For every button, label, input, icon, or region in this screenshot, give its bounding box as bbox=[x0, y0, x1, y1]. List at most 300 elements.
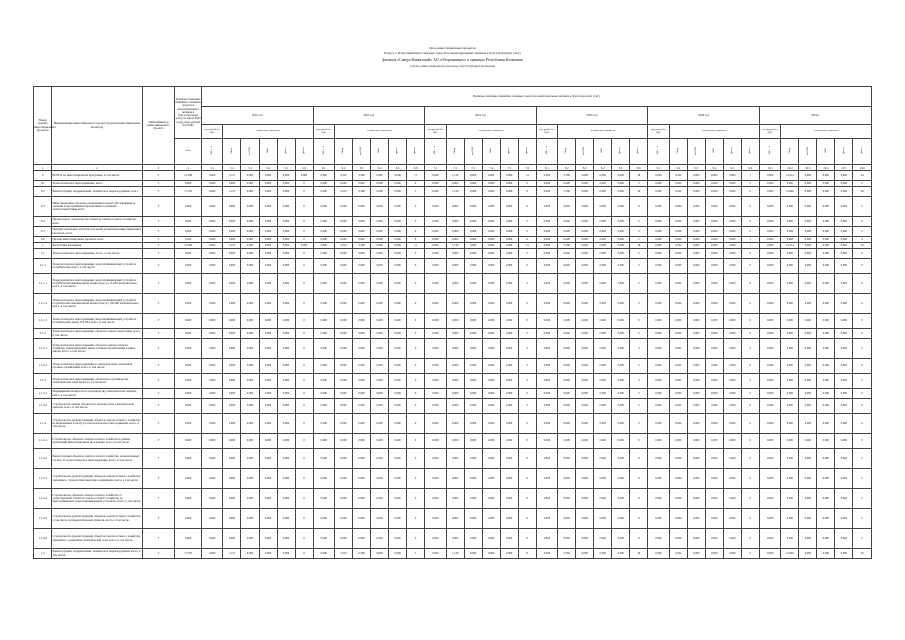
row-value: 0,000 bbox=[389, 294, 407, 314]
row-value: 0,000 bbox=[313, 259, 335, 274]
row-value: 0,000 bbox=[241, 243, 259, 249]
row-value: 0,000 bbox=[536, 339, 558, 359]
row-value: 0,000 bbox=[759, 389, 781, 399]
row-value: 0,000 bbox=[536, 414, 558, 434]
row-value: 0 bbox=[630, 329, 648, 339]
row-value: 0,000 bbox=[425, 181, 447, 187]
row-value: 0,000 bbox=[705, 259, 723, 274]
row-value: 0,000 bbox=[500, 489, 518, 509]
row-value: 0,000 bbox=[446, 259, 464, 274]
row-value: 0,000 bbox=[669, 314, 687, 329]
row-value: 0,000 bbox=[313, 434, 335, 449]
row-value: 0,000 bbox=[759, 449, 781, 469]
row-name: Технологическое присоединение к электрическим сетям иных сетевых организаций, всего, в том числе: bbox=[52, 359, 142, 374]
row-value: 0,000 bbox=[687, 359, 705, 374]
row-value: 0,000 bbox=[781, 329, 799, 339]
row-value: 0,000 bbox=[536, 249, 558, 259]
row-id: Г bbox=[142, 181, 175, 187]
row-value: 0,000 bbox=[277, 339, 295, 359]
row-value: 0,000 bbox=[536, 529, 558, 549]
row-value: 0,000 bbox=[259, 469, 277, 489]
row-name: Прочее новое строительство объектов электросетевого хозяйства, всего bbox=[52, 217, 142, 227]
row-value: 0,000 bbox=[835, 374, 853, 389]
row-value: 1,120 bbox=[446, 171, 464, 181]
row-value: 0,000 bbox=[389, 243, 407, 249]
row-value: 0,000 bbox=[705, 414, 723, 434]
row-value: 0,000 bbox=[781, 374, 799, 389]
row-value: 0,000 bbox=[687, 249, 705, 259]
head-unit-col bbox=[781, 139, 799, 165]
row-value: 0,000 bbox=[371, 187, 389, 197]
row-value: 0,000 bbox=[612, 217, 630, 227]
row-name: Строительство (реконструкция) объектов электросетевого хозяйства, в том числе распределительных пунктов, всего, в том числе: bbox=[52, 509, 142, 529]
row-value: 0,000 bbox=[817, 529, 835, 549]
row-value: 0,000 bbox=[576, 434, 594, 449]
row-code: 0.5 bbox=[34, 227, 52, 237]
row-value: 0,000 bbox=[353, 359, 371, 374]
row-value: 0,000 bbox=[277, 243, 295, 249]
row-code: 1.1.2 bbox=[34, 329, 52, 339]
row-value: 0,000 bbox=[799, 227, 817, 237]
head-unit-label: Мвар bbox=[675, 147, 679, 154]
row-value: 0 bbox=[630, 227, 648, 237]
row-value: 0,000 bbox=[687, 171, 705, 181]
row-value: 0,000 bbox=[612, 359, 630, 374]
row-value: 0,000 bbox=[335, 529, 353, 549]
row-value: 0,000 bbox=[781, 449, 799, 469]
row-value: 0,000 bbox=[259, 339, 277, 359]
column-number: 6.2 bbox=[335, 165, 353, 171]
row-value: 0,000 bbox=[576, 243, 594, 249]
row-value: 0,000 bbox=[277, 359, 295, 374]
row-value: 0,000 bbox=[669, 329, 687, 339]
row-value: 0,000 bbox=[425, 274, 447, 294]
row-value: 0 bbox=[295, 217, 313, 227]
row-value: 1 bbox=[741, 237, 759, 243]
row-value: 0 bbox=[295, 359, 313, 374]
row-value: 0 bbox=[853, 294, 872, 314]
row-value: 0,000 bbox=[648, 399, 670, 414]
row-value: 0,000 bbox=[705, 197, 723, 217]
row-value: 0,000 bbox=[277, 274, 295, 294]
row-value: 0,000 bbox=[536, 187, 558, 197]
row-value: 0,000 bbox=[353, 434, 371, 449]
row-value: 0,000 bbox=[277, 227, 295, 237]
row-value: 0,000 bbox=[353, 181, 371, 187]
head-unit-col bbox=[464, 139, 482, 165]
row-value: 0 bbox=[518, 217, 536, 227]
row-value: 0,000 bbox=[259, 249, 277, 259]
row-value: 0,000 bbox=[223, 314, 241, 329]
head-unit-label: другое bbox=[636, 147, 640, 155]
row-value: 0 bbox=[853, 389, 872, 399]
row-value: 0,000 bbox=[277, 294, 295, 314]
row-id: Г bbox=[142, 197, 175, 217]
row-value: 0,000 bbox=[464, 399, 482, 414]
row-value: 0,000 bbox=[817, 181, 835, 187]
row-value: 0,000 bbox=[389, 509, 407, 529]
row-value: 0,000 bbox=[576, 171, 594, 181]
row-value: 0,000 bbox=[259, 187, 277, 197]
row-value: 0,000 bbox=[558, 197, 576, 217]
column-number: 3 bbox=[142, 165, 175, 171]
row-value: 0,000 bbox=[223, 414, 241, 434]
table-row bbox=[34, 329, 872, 339]
row-value: 0,000 bbox=[705, 171, 723, 181]
table-row bbox=[34, 414, 872, 434]
row-name: Технологическое присоединение объектов по производству электрической энергии всего, в том числе: bbox=[52, 374, 142, 389]
row-value: 0,000 bbox=[835, 243, 853, 249]
row-value: 0,000 bbox=[425, 314, 447, 329]
head-unit-label: МВт bbox=[823, 148, 827, 154]
row-value: 0,000 bbox=[241, 249, 259, 259]
row-value: 0,000 bbox=[835, 259, 853, 274]
row-value: 0 bbox=[741, 529, 759, 549]
row-value: 0,000 bbox=[536, 259, 558, 274]
row-value: 0,000 bbox=[500, 434, 518, 449]
row-value: 0 bbox=[518, 294, 536, 314]
head-unit-label: Мвар bbox=[787, 147, 791, 154]
row-value: 0,000 bbox=[500, 469, 518, 489]
row-value: 0,000 bbox=[223, 274, 241, 294]
row-value: 0,000 bbox=[576, 489, 594, 509]
row-value: 0,000 bbox=[612, 529, 630, 549]
row-value: 0,000 bbox=[799, 171, 817, 181]
head-group-number: Номер группы инвестиционных проектов bbox=[34, 87, 52, 165]
row-value: 0,000 bbox=[687, 181, 705, 187]
row-value: 0,000 bbox=[464, 434, 482, 449]
row-value: 0,000 bbox=[835, 359, 853, 374]
row-value: 0,000 bbox=[558, 329, 576, 339]
row-value: 0,000 bbox=[259, 414, 277, 434]
row-value: 0,000 bbox=[781, 197, 799, 217]
row-value: 0,000 bbox=[835, 294, 853, 314]
row-value: 0,000 bbox=[500, 529, 518, 549]
column-number: 6.1 bbox=[313, 165, 335, 171]
row-value: 0,868 bbox=[781, 237, 799, 243]
row-value: 0,000 bbox=[536, 294, 558, 314]
row-value: 0,000 bbox=[817, 339, 835, 359]
row-value: 3 bbox=[407, 549, 425, 559]
row-value: 4,322 bbox=[669, 187, 687, 197]
row-value: 0,000 bbox=[648, 314, 670, 329]
row-value: 0,000 bbox=[612, 489, 630, 509]
row-value: 0,000 bbox=[335, 314, 353, 329]
row-value: 0,000 bbox=[241, 197, 259, 217]
row-value: 0,000 bbox=[259, 171, 277, 181]
row-value: 0,000 bbox=[576, 469, 594, 489]
row-value: 0 bbox=[630, 181, 648, 187]
row-value: 0,000 bbox=[371, 329, 389, 339]
row-value: 0 bbox=[853, 359, 872, 374]
row-value: 0,000 bbox=[223, 434, 241, 449]
row-value: 0,000 bbox=[389, 549, 407, 559]
row-value: 0,000 bbox=[558, 259, 576, 274]
row-value: 0,000 bbox=[781, 217, 799, 227]
row-value: 0,000 bbox=[799, 359, 817, 374]
row-value: 0 bbox=[518, 181, 536, 187]
row-value: 0,000 bbox=[241, 374, 259, 389]
row-value: 0,000 bbox=[313, 329, 335, 339]
row-value: 0,000 bbox=[576, 359, 594, 374]
column-number: 8.1 bbox=[536, 165, 558, 171]
row-value: 0,000 bbox=[576, 187, 594, 197]
row-value: 0,000 bbox=[669, 399, 687, 414]
row-value: 0,000 bbox=[723, 389, 741, 399]
row-value: 16 bbox=[630, 187, 648, 197]
row-value: 0 bbox=[407, 434, 425, 449]
row-value: 0,000 bbox=[817, 414, 835, 434]
row-value: 0,000 bbox=[536, 489, 558, 509]
row-value: 0,000 bbox=[594, 329, 612, 339]
row-id: Г bbox=[142, 399, 175, 414]
row-id: Г bbox=[142, 249, 175, 259]
row-value: 0,000 bbox=[259, 243, 277, 249]
row-value: 0,000 bbox=[425, 339, 447, 359]
row-value: 0,000 bbox=[500, 549, 518, 559]
row-value: 0,000 bbox=[835, 237, 853, 243]
head-year: 2023 год bbox=[313, 107, 425, 125]
row-name: Технологическое присоединение, всего, в том числе: bbox=[52, 249, 142, 259]
row-value: 0,000 bbox=[594, 414, 612, 434]
row-value: 0,000 bbox=[500, 243, 518, 249]
row-value: 0,000 bbox=[536, 197, 558, 217]
table-row bbox=[34, 227, 872, 237]
row-value: 0,000 bbox=[500, 449, 518, 469]
row-id: Г bbox=[142, 449, 175, 469]
row-value: 0,000 bbox=[353, 314, 371, 329]
row-value: 0,000 bbox=[799, 469, 817, 489]
row-value: 0,000 bbox=[648, 489, 670, 509]
row-value: 0,000 bbox=[817, 187, 835, 197]
row-value: 0,000 bbox=[799, 389, 817, 399]
row-value: 0,000 bbox=[687, 187, 705, 197]
column-number: 9.3 bbox=[687, 165, 705, 171]
row-value: 0,000 bbox=[389, 227, 407, 237]
row-value: 0,000 bbox=[241, 294, 259, 314]
row-value: 0,000 bbox=[705, 243, 723, 249]
row-value: 8 bbox=[407, 237, 425, 243]
head-unit-col bbox=[277, 139, 295, 165]
row-value: 0,000 bbox=[759, 181, 781, 187]
row-value: 0,000 bbox=[835, 197, 853, 217]
row-value: 0,000 bbox=[817, 237, 835, 243]
row-value: 0,000 bbox=[313, 274, 335, 294]
row-value: 0,000 bbox=[500, 259, 518, 274]
doc-heading-line2: Раздел 1. План принятия основных средств и нематериальных активов к бухгалтерскому учету bbox=[383, 51, 522, 55]
head-subgroup-tech: технические показатели bbox=[335, 125, 425, 139]
column-number: 5.6 bbox=[295, 165, 313, 171]
row-value: 0,000 bbox=[371, 489, 389, 509]
row-value: 4,323 bbox=[335, 187, 353, 197]
row-value: 0,000 bbox=[241, 339, 259, 359]
row-value: 0,000 bbox=[464, 469, 482, 489]
row-value: 0,000 bbox=[277, 259, 295, 274]
column-number: 5.4 bbox=[259, 165, 277, 171]
row-total: 0,000 bbox=[175, 181, 202, 187]
doc-heading-line3: филиала «Северо-Кавказский» АО «Оборонэнерго» в границах Республики Калмыкия bbox=[382, 58, 523, 62]
row-value: 0,000 bbox=[817, 243, 835, 249]
row-value: 0 bbox=[407, 339, 425, 359]
row-value: 0,000 bbox=[335, 237, 353, 243]
row-value: 0 bbox=[853, 197, 872, 217]
table-row bbox=[34, 259, 872, 274]
row-value: 0 bbox=[741, 449, 759, 469]
row-value: 0,000 bbox=[612, 274, 630, 294]
row-value: 0,000 bbox=[313, 389, 335, 399]
row-total: 0,000 bbox=[175, 249, 202, 259]
row-value: 0 bbox=[853, 399, 872, 414]
row-value: 0,000 bbox=[669, 339, 687, 359]
head-unit-col bbox=[576, 139, 594, 165]
row-value: 0,000 bbox=[799, 399, 817, 414]
row-value: 0,000 bbox=[223, 509, 241, 529]
row-value: 0,000 bbox=[223, 489, 241, 509]
row-value: 0,000 bbox=[259, 237, 277, 243]
table-row bbox=[34, 469, 872, 489]
row-value: 0,000 bbox=[817, 509, 835, 529]
head-subgroup-tech: технические показатели bbox=[558, 125, 648, 139]
row-id: Г bbox=[142, 414, 175, 434]
row-value: 0,000 bbox=[576, 294, 594, 314]
row-value: 0,000 bbox=[425, 187, 447, 197]
row-value: 0,000 bbox=[576, 181, 594, 187]
row-value: 0,000 bbox=[241, 329, 259, 339]
row-value: 0 bbox=[518, 339, 536, 359]
head-unit-label: другое bbox=[748, 147, 752, 155]
row-value: 0,000 bbox=[687, 399, 705, 414]
row-value: 0,000 bbox=[259, 449, 277, 469]
row-value: 0,000 bbox=[817, 549, 835, 559]
row-value: 0,000 bbox=[723, 274, 741, 294]
row-id: Г bbox=[142, 259, 175, 274]
row-value: 0 bbox=[407, 249, 425, 259]
table-row bbox=[34, 449, 872, 469]
row-value: 0,000 bbox=[335, 227, 353, 237]
row-value: 0,368 bbox=[353, 187, 371, 197]
row-value: 0,000 bbox=[705, 489, 723, 509]
row-value: 0,000 bbox=[446, 181, 464, 187]
row-value: 0,000 bbox=[759, 359, 781, 374]
row-value: 0,000 bbox=[241, 549, 259, 559]
row-value: 0,000 bbox=[335, 274, 353, 294]
row-value: 0,000 bbox=[223, 374, 241, 389]
row-value: 0,000 bbox=[353, 339, 371, 359]
row-value: 0,000 bbox=[353, 449, 371, 469]
row-value: 0,000 bbox=[594, 259, 612, 274]
row-value: 0,000 bbox=[781, 249, 799, 259]
table-row bbox=[34, 274, 872, 294]
row-value: 0,000 bbox=[558, 414, 576, 434]
row-value: 0,000 bbox=[446, 237, 464, 243]
head-unit-label: км ЛЭП bbox=[805, 146, 809, 155]
row-value: 0,000 bbox=[425, 237, 447, 243]
row-value: 0,000 bbox=[241, 259, 259, 274]
row-value: 0 bbox=[295, 509, 313, 529]
row-value: 0 bbox=[630, 414, 648, 434]
row-value: 0,000 bbox=[223, 197, 241, 217]
row-value: 0,000 bbox=[482, 449, 500, 469]
row-value: 0,000 bbox=[594, 181, 612, 187]
row-value: 0,000 bbox=[594, 243, 612, 249]
row-id: Г bbox=[142, 227, 175, 237]
row-value: 0,000 bbox=[799, 294, 817, 314]
row-value: 0,000 bbox=[500, 227, 518, 237]
row-total: 0,000 bbox=[175, 399, 202, 414]
row-value: 0,000 bbox=[335, 259, 353, 274]
row-value: 0 bbox=[853, 529, 872, 549]
row-value: 0,000 bbox=[705, 449, 723, 469]
row-value: 0,000 bbox=[576, 339, 594, 359]
row-value: 0,000 bbox=[705, 274, 723, 294]
row-value: 0,000 bbox=[335, 469, 353, 489]
row-name: Технологическое присоединение энергопринимающих устройств потребителей максимальной мощностью до 15 кВт включительно, всего, в том числе: bbox=[52, 274, 142, 294]
row-value: 0,000 bbox=[723, 314, 741, 329]
row-value: 0,000 bbox=[259, 359, 277, 374]
column-number: 10.5 bbox=[835, 165, 853, 171]
row-total: 0,000 bbox=[175, 434, 202, 449]
row-value: 0,000 bbox=[536, 181, 558, 187]
row-value: 0,000 bbox=[371, 197, 389, 217]
row-value: 0,000 bbox=[799, 237, 817, 243]
row-value: 0,000 bbox=[687, 243, 705, 249]
table-row bbox=[34, 529, 872, 549]
row-value: 0,000 bbox=[648, 237, 670, 243]
row-value: 0,000 bbox=[241, 469, 259, 489]
row-value: 0,000 bbox=[482, 294, 500, 314]
head-unit-label: МВ×А bbox=[544, 146, 548, 155]
row-value: 0,000 bbox=[817, 274, 835, 294]
row-value: 0,000 bbox=[558, 529, 576, 549]
row-value: 0,000 bbox=[781, 489, 799, 509]
row-value: 1,115 bbox=[223, 549, 241, 559]
row-value: 0,000 bbox=[482, 187, 500, 197]
row-value: 0,000 bbox=[335, 249, 353, 259]
row-value: 0,000 bbox=[335, 181, 353, 187]
head-unit-col bbox=[705, 139, 723, 165]
row-value: 0,000 bbox=[335, 434, 353, 449]
row-value: 0,000 bbox=[500, 197, 518, 217]
head-unit-label: км ЛЭП bbox=[694, 146, 697, 155]
row-value: 0,000 bbox=[464, 329, 482, 339]
row-value: 0 bbox=[741, 217, 759, 227]
row-value: 0,000 bbox=[759, 249, 781, 259]
row-value: 0,000 bbox=[201, 237, 223, 243]
row-value: 0,000 bbox=[558, 249, 576, 259]
head-unit-label: МВ×А bbox=[433, 146, 437, 155]
row-value: 0 bbox=[295, 549, 313, 559]
row-value: 16 bbox=[630, 549, 648, 559]
row-value: 0,000 bbox=[201, 399, 223, 414]
row-value: 0,000 bbox=[612, 259, 630, 274]
row-value: 0,000 bbox=[353, 197, 371, 217]
row-value: 0,000 bbox=[201, 227, 223, 237]
row-value: 0,000 bbox=[558, 217, 576, 227]
head-unit-label: Мвар bbox=[564, 147, 568, 154]
row-value: 14 bbox=[518, 171, 536, 181]
row-value: 0,000 bbox=[594, 509, 612, 529]
row-total: 0,000 bbox=[175, 374, 202, 389]
row-value: 0,000 bbox=[464, 314, 482, 329]
row-value: 0,368 bbox=[353, 243, 371, 249]
row-code: 1.1 bbox=[34, 249, 52, 259]
row-name: Реконструкция, модернизация, техническое перевооружение, всего bbox=[52, 187, 142, 197]
row-value: 0,000 bbox=[201, 469, 223, 489]
row-value: 0,000 bbox=[277, 434, 295, 449]
head-unit-label: другое bbox=[859, 147, 863, 155]
row-value: 0,000 bbox=[576, 259, 594, 274]
row-value: 0,000 bbox=[687, 314, 705, 329]
